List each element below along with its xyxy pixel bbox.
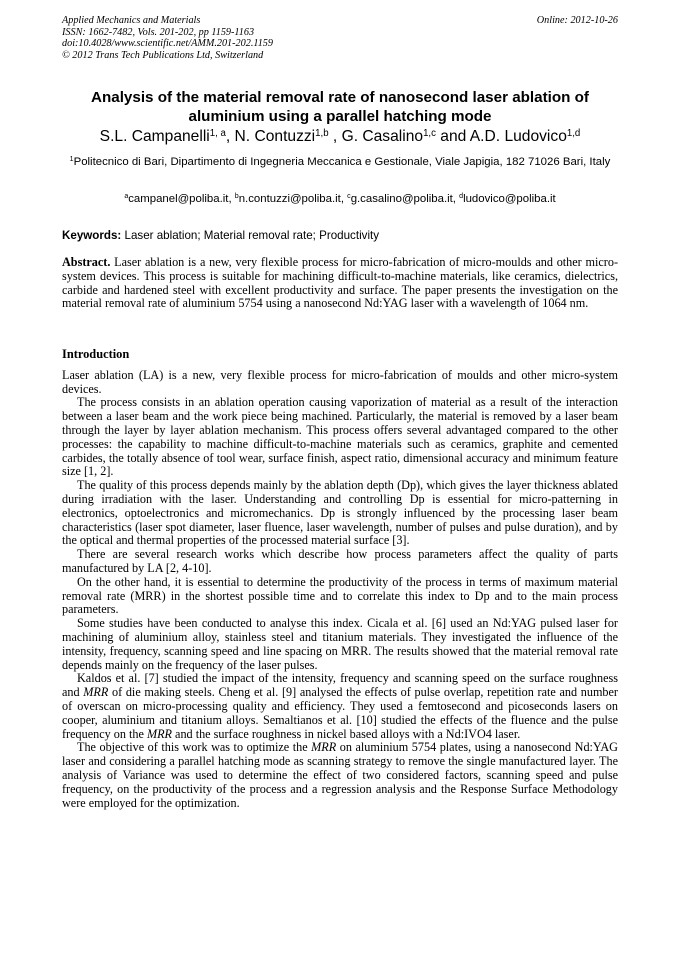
abstract-section — [62, 256, 618, 311]
author-separator: and — [435, 128, 470, 145]
journal-header — [62, 15, 618, 61]
italic-term: MRR — [83, 685, 109, 700]
text-run: and the surface roughness in nickel based alloys with a Nd:IVO4 laser. — [172, 726, 521, 741]
affiliation-text: Politecnico di Bari, Dipartimento di Ingegneria Meccanica e Gestionale, Viale Japigia, 182 71026 Bari, Italy — [73, 156, 611, 168]
paragraph: The process consists in an ablation operation causing vaporization of material as a result of the interaction between a laser beam and the work piece being machined. Particularly, the material is removed by a laser beam through the layer by layer ablation mechanism. This process offers several advantaged compared to the other processes: the capability to machine difficult-to-machine materials such as ceramics, graphite and cemented carbides, the totally absence of tool wear, surface finish, aspect ratio, dimensional accuracy and minimum feature size [1, 2]. — [62, 395, 618, 479]
journal-name: Applied Mechanics and Materials — [62, 15, 201, 26]
keywords-label: Keywords: — [62, 229, 122, 242]
author-name: G. Casalino — [341, 128, 424, 145]
email-address: n.contuzzi@poliba.it, — [238, 193, 348, 205]
text-run: The objective of this work was to optimize the — [77, 740, 312, 755]
online-date: Online: 2012-10-26 — [536, 15, 618, 26]
author-list — [62, 127, 618, 147]
paper-title: Analysis of the material removal rate of nanosecond laser ablation of aluminium using a parallel hatching mode — [91, 89, 589, 125]
email-address: ludovico@poliba.it — [463, 193, 556, 205]
doi-line: doi:10.4028/www.scientific.net/AMM.201-202.1159 — [62, 38, 273, 50]
email-address: g.casalino@poliba.it, — [350, 193, 460, 205]
author-name: S.L. Campanelli — [99, 128, 210, 145]
copyright-line: © 2012 Trans Tech Publications Ltd, Switzerland — [62, 49, 264, 61]
text-run: Kaldos et al. [7] studied the impact of the intensity, frequency and scanning speed on the surface roughness and — [62, 671, 618, 700]
abstract-label: Abstract. — [62, 255, 111, 269]
text-run: on aluminium 5754 plates, using a nanosecond Nd:YAG laser and considering a parallel hatching mode as scanning strategy to remove the single manufactured layer. The analysis of Variance was used to determine the effect of two considered factors, scanning speed and pulse frequency, on the productivity of the process and a regression analysis and the Response Surface Methodology were employed for the optimization. — [62, 740, 618, 810]
paragraph: On the other hand, it is essential to determine the productivity of the process in terms of maximum material removal rate (MRR) in the shortest possible time and to correlate this index to Dp and to the main process parameters. — [62, 574, 618, 617]
issn-line: ISSN: 1662-7482, Vols. 201-202, pp 1159-1163 — [62, 26, 255, 38]
author-affil-mark: 1,d — [566, 127, 581, 139]
section-heading: Introduction — [62, 347, 130, 361]
author-affil-mark: 1,b — [315, 127, 329, 139]
introduction-section — [62, 348, 618, 810]
abstract-text: Laser ablation is a new, very flexible process for micro-fabrication of micro-moulds and other micro-system devices. This process is suitable for machining difficult-to-machine materials, like ceramics, dielectrics, carbide and hardened steel with excellent productivity and surface. The paper presents the investigation on the material removal rate of aluminium 5754 using a nanosecond Nd:YAG laser with a wavelength of 1064 nm. — [62, 255, 618, 311]
email-mark: d — [459, 193, 464, 201]
author-name: A.D. Ludovico — [469, 128, 567, 145]
author-name: N. Contuzzi — [234, 128, 316, 145]
paragraph: Laser ablation (LA) is a new, very flexible process for micro-fabrication of moulds and other micro-system devices. — [62, 367, 618, 396]
paragraph: There are several research works which describe how process parameters affect the quality of parts manufactured by LA [2, 4-10]. — [62, 547, 618, 575]
email-mark: a — [124, 193, 129, 201]
author-affil-mark: 1, a — [209, 127, 226, 139]
paragraph — [62, 741, 618, 810]
paragraph — [62, 672, 618, 741]
email-mark: c — [347, 193, 351, 201]
keywords-text: Laser ablation; Material removal rate; Productivity — [121, 229, 380, 242]
italic-term: MRR — [311, 740, 337, 755]
paragraph: Some studies have been conducted to analyse this index. Cicala et al. [6] used an Nd:YAG pulsed laser for machining of aluminium alloy, stainless steel and titanium materials. They investigated the influence of the intensity, frequency, scanning speed and line spacing on MRR. The results showed that the material removal rate depends mainly on the frequency of the laser pulses. — [62, 616, 618, 672]
italic-term: MRR — [146, 726, 172, 741]
keywords-line — [62, 228, 618, 243]
email-mark: b — [234, 193, 239, 201]
email-address: campanel@poliba.it, — [128, 193, 235, 205]
author-affil-mark: 1,c — [423, 127, 436, 139]
author-separator: , — [225, 128, 235, 145]
affiliation-mark: 1 — [69, 156, 74, 164]
author-separator: , — [328, 128, 342, 145]
email-list — [62, 192, 618, 207]
text-run: of die making steels. Cheng et al. [9] analysed the effects of pulse overlap, repetition rate and number of overscan on micro-processing quality and efficiency. They used a femtosecond and picoseconds lasers on cooper, aluminium and titanium alloys. Semaltianos et al. [10] studied the effects of the fluence and the pulse frequency on the — [62, 685, 618, 741]
paragraph: The quality of this process depends mainly by the ablation depth (Dp), which gives the layer thickness ablated during irradiation with the laser. Understanding and controlling Dp is essential for micro-patterning in electronics, optoelectronics and micromechanics. Dp is strongly influenced by the processing laser beam characteristics (laser spot diameter, laser fluence, laser wavelength, number of pulses and pulse duration), and by the optical and thermal properties of the processed material surface [3]. — [62, 478, 618, 548]
affiliation — [62, 155, 618, 170]
